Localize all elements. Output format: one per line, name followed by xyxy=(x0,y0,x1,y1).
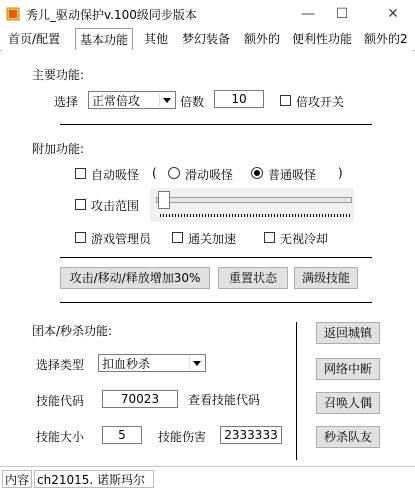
kill-type-select[interactable] xyxy=(98,354,206,372)
tab-basic-functions[interactable]: 基本功能 xyxy=(75,28,133,51)
side-group-divider xyxy=(296,322,297,460)
max-skill-button[interactable]: 满级技能 xyxy=(294,267,358,289)
reset-button[interactable]: 重置状态 xyxy=(218,267,288,289)
normal-pickup-label: 普通吸怪 xyxy=(268,168,317,182)
main-functions-heading: 主要功能: xyxy=(32,68,85,82)
summon-doll-button[interactable]: 召唤人偶 xyxy=(316,392,380,414)
attack-range-checkbox[interactable] xyxy=(75,199,86,210)
skill-size-label: 技能大小 xyxy=(36,430,85,444)
divider xyxy=(60,302,372,303)
chevron-down-icon xyxy=(189,356,204,370)
tab-strip xyxy=(0,28,415,51)
multiplier-label: 倍数 xyxy=(180,95,205,109)
attack-toggle-checkbox[interactable] xyxy=(280,95,291,106)
window-title: 秀儿_驱动保护v.100级同步版本 xyxy=(26,8,197,22)
network-disconnect-button[interactable]: 网络中断 xyxy=(316,358,380,380)
slide-pickup-label: 滑动吸怪 xyxy=(185,168,234,182)
normal-pickup-radio[interactable] xyxy=(251,167,263,179)
skill-code-label: 技能代码 xyxy=(36,394,85,408)
skill-damage-input[interactable]: 2333333 xyxy=(220,426,282,444)
skill-size-input[interactable]: 5 xyxy=(102,426,142,444)
cooldown-checkbox[interactable] xyxy=(264,232,275,243)
tab-extra-2[interactable]: 额外的2 xyxy=(364,32,408,46)
kill-type-select-value: 扣血秒杀 xyxy=(102,357,151,371)
tab-dream-gear[interactable]: 梦幻装备 xyxy=(182,32,231,46)
kill-teammate-button[interactable]: 秒杀队友 xyxy=(316,426,380,448)
slider-ticks xyxy=(160,214,350,217)
tab-extra[interactable]: 额外的 xyxy=(244,32,281,46)
return-town-button[interactable]: 返回城镇 xyxy=(316,322,380,344)
boost-button[interactable]: 攻击/移动/释放增加30% xyxy=(60,267,210,289)
gm-checkbox[interactable] xyxy=(75,232,86,243)
tab-home-config[interactable]: 首页/配置 xyxy=(8,32,61,46)
divider xyxy=(60,124,372,125)
speed-checkbox[interactable] xyxy=(172,232,183,243)
paren-open: ( xyxy=(152,166,157,180)
app-icon xyxy=(6,7,20,21)
status-bar xyxy=(0,466,415,491)
multiplier-input[interactable]: 10 xyxy=(214,90,264,108)
status-channel: ch21015. 诺斯玛尔 xyxy=(34,470,154,488)
auto-pickup-checkbox[interactable] xyxy=(75,168,86,179)
slider-track xyxy=(156,197,352,203)
chevron-down-icon xyxy=(159,93,174,107)
auto-pickup-label: 自动吸怪 xyxy=(91,168,140,182)
select-label: 选择 xyxy=(54,95,79,109)
status-content: 内容 xyxy=(2,470,32,488)
close-button[interactable]: ✕ xyxy=(387,6,399,22)
slide-pickup-radio[interactable] xyxy=(168,167,180,179)
speed-label: 通关加速 xyxy=(188,232,237,246)
extra-functions-heading: 附加功能: xyxy=(32,142,85,156)
cooldown-label: 无视冷却 xyxy=(280,232,329,246)
attack-range-slider[interactable] xyxy=(150,188,354,222)
attack-toggle-label: 倍攻开关 xyxy=(296,95,345,109)
paren-close: ) xyxy=(338,166,343,180)
maximize-button[interactable]: ☐ xyxy=(335,6,349,22)
divider xyxy=(60,257,372,258)
basic-functions-panel xyxy=(2,50,413,464)
slider-thumb[interactable] xyxy=(158,191,170,209)
tab-convenience[interactable]: 便利性功能 xyxy=(292,32,353,46)
tab-other[interactable]: 其他 xyxy=(144,32,169,46)
minimize-button[interactable]: — xyxy=(301,6,315,22)
skill-code-input[interactable]: 70023 xyxy=(102,390,178,408)
attack-range-label: 攻击范围 xyxy=(91,199,140,213)
team-functions-heading: 团本/秒杀功能: xyxy=(32,324,113,338)
title-bar xyxy=(0,0,415,28)
kill-type-label: 选择类型 xyxy=(36,358,85,372)
gm-label: 游戏管理员 xyxy=(91,232,152,246)
view-skill-code-link[interactable]: 查看技能代码 xyxy=(188,393,261,407)
mode-select[interactable] xyxy=(88,91,176,109)
skill-damage-label: 技能伤害 xyxy=(158,430,207,444)
mode-select-value: 正常倍攻 xyxy=(92,94,141,108)
